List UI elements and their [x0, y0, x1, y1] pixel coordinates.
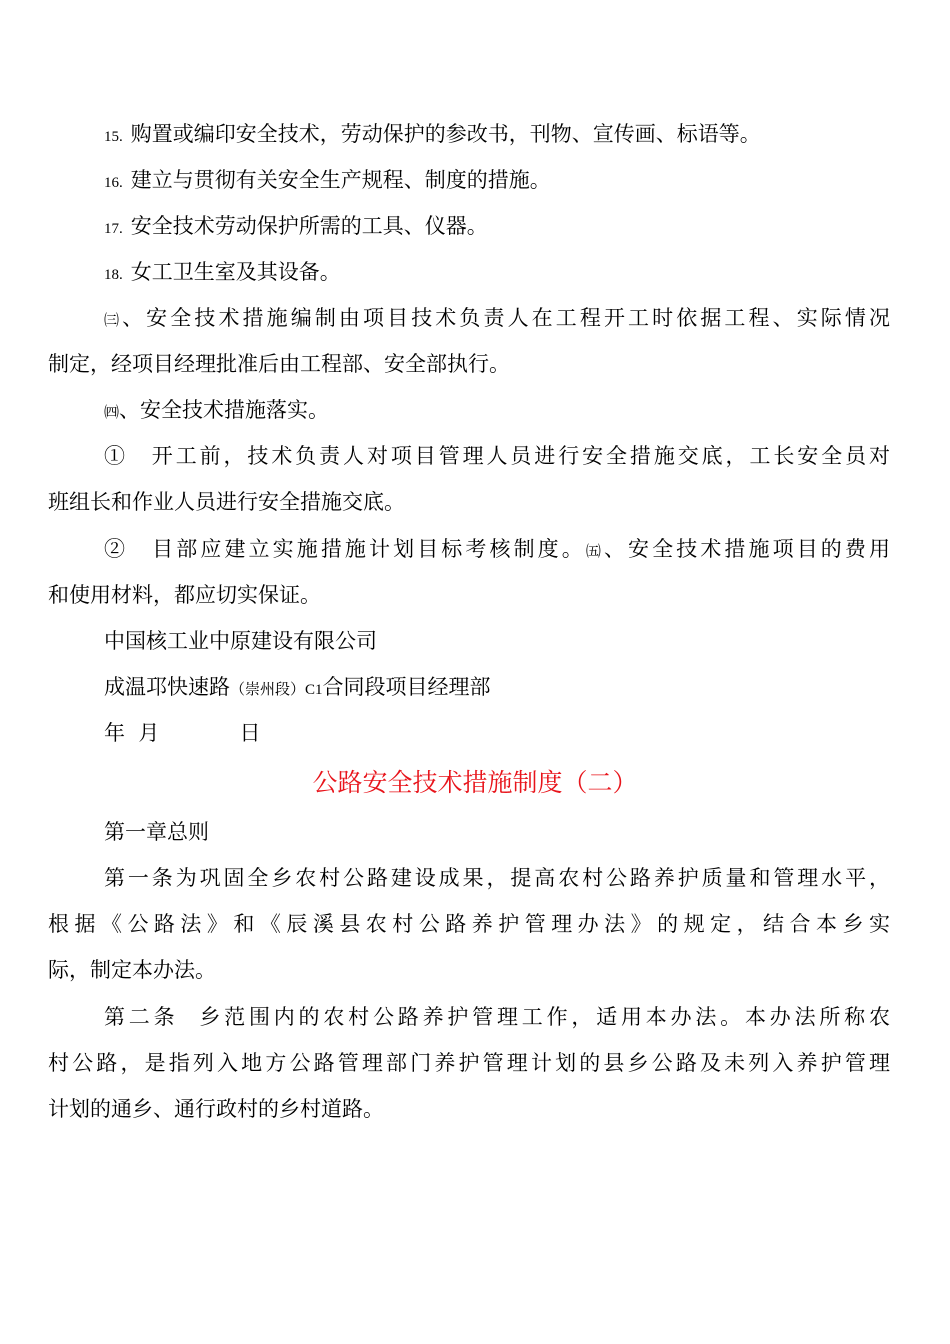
- paragraph-text: 、安全技术措施落实。: [119, 398, 330, 422]
- point-2-line-1: [104, 534, 890, 567]
- article-1-line-2: 根据《公路法》和《辰溪县农村公路养护管理办法》的规定，结合本乡实: [48, 912, 890, 936]
- item-number: 18.: [104, 267, 123, 283]
- signature-text: 成温邛快速路: [104, 675, 230, 699]
- signature-text: 合同段项目经理部: [322, 675, 491, 699]
- section-4: [104, 395, 890, 428]
- paragraph-text: 、安全技术措施项目的费用: [603, 537, 890, 561]
- signature-text: （崇州段）: [230, 682, 306, 698]
- item-number: 17.: [104, 221, 123, 237]
- article-2-line-3: 计划的通乡、通行政村的乡村道路。: [48, 1097, 384, 1121]
- item-number: 15.: [104, 129, 123, 145]
- list-item-16: [104, 165, 890, 198]
- point-1-line-1: ① 开工前，技术负责人对项目管理人员进行安全措施交底，工长安全员对: [104, 444, 890, 468]
- item-number: 16.: [104, 175, 123, 191]
- item-text: 建立与贯彻有关安全生产规程、制度的措施。: [130, 168, 551, 192]
- section-marker: ㈤: [585, 544, 604, 560]
- article-1-line-3: 际，制定本办法。: [48, 958, 216, 982]
- section-3-line-1: [104, 303, 890, 336]
- article-2-line-2: 村公路，是指列入地方公路管理部门养护管理计划的县乡公路及未列入养护管理: [48, 1051, 890, 1075]
- section-3-line-2: 制定，经项目经理批准后由工程部、安全部执行。: [48, 352, 510, 376]
- point-1-line-2: 班组长和作业人员进行安全措施交底。: [48, 490, 405, 514]
- section-marker: ㈢: [104, 313, 123, 329]
- signature-company: 中国核工业中原建设有限公司: [104, 629, 377, 653]
- article-2-line-1: 第二条 乡范围内的农村公路养护管理工作，适用本办法。本办法所称农: [104, 1005, 890, 1029]
- point-2-line-2: 和使用材料，都应切实保证。: [48, 583, 321, 607]
- document-title: 公路安全技术措施制度（二）: [312, 768, 638, 797]
- paragraph-text: 、安全技术措施编制由项目技术负责人在工程开工时依据工程、实际情况: [122, 306, 890, 330]
- signature-text: C1: [305, 682, 323, 698]
- item-text: 安全技术劳动保护所需的工具、仪器。: [130, 214, 488, 238]
- item-text: 女工卫生室及其设备。: [130, 260, 341, 284]
- signature-date: 年 月 日: [104, 721, 261, 745]
- section-marker: ㈣: [104, 405, 120, 421]
- list-item-17: [104, 211, 890, 244]
- chapter-heading: 第一章总则: [104, 820, 209, 844]
- item-text: 购置或编印安全技术，劳动保护的参改书，刊物、宣传画、标语等。: [130, 122, 761, 146]
- list-item-18: [104, 257, 890, 290]
- list-item-15: [104, 119, 890, 152]
- signature-department: [104, 672, 890, 705]
- paragraph-text: ② 目部应建立实施措施计划目标考核制度。: [104, 537, 586, 561]
- article-1-line-1: 第一条为巩固全乡农村公路建设成果，提高农村公路养护质量和管理水平，: [104, 866, 890, 890]
